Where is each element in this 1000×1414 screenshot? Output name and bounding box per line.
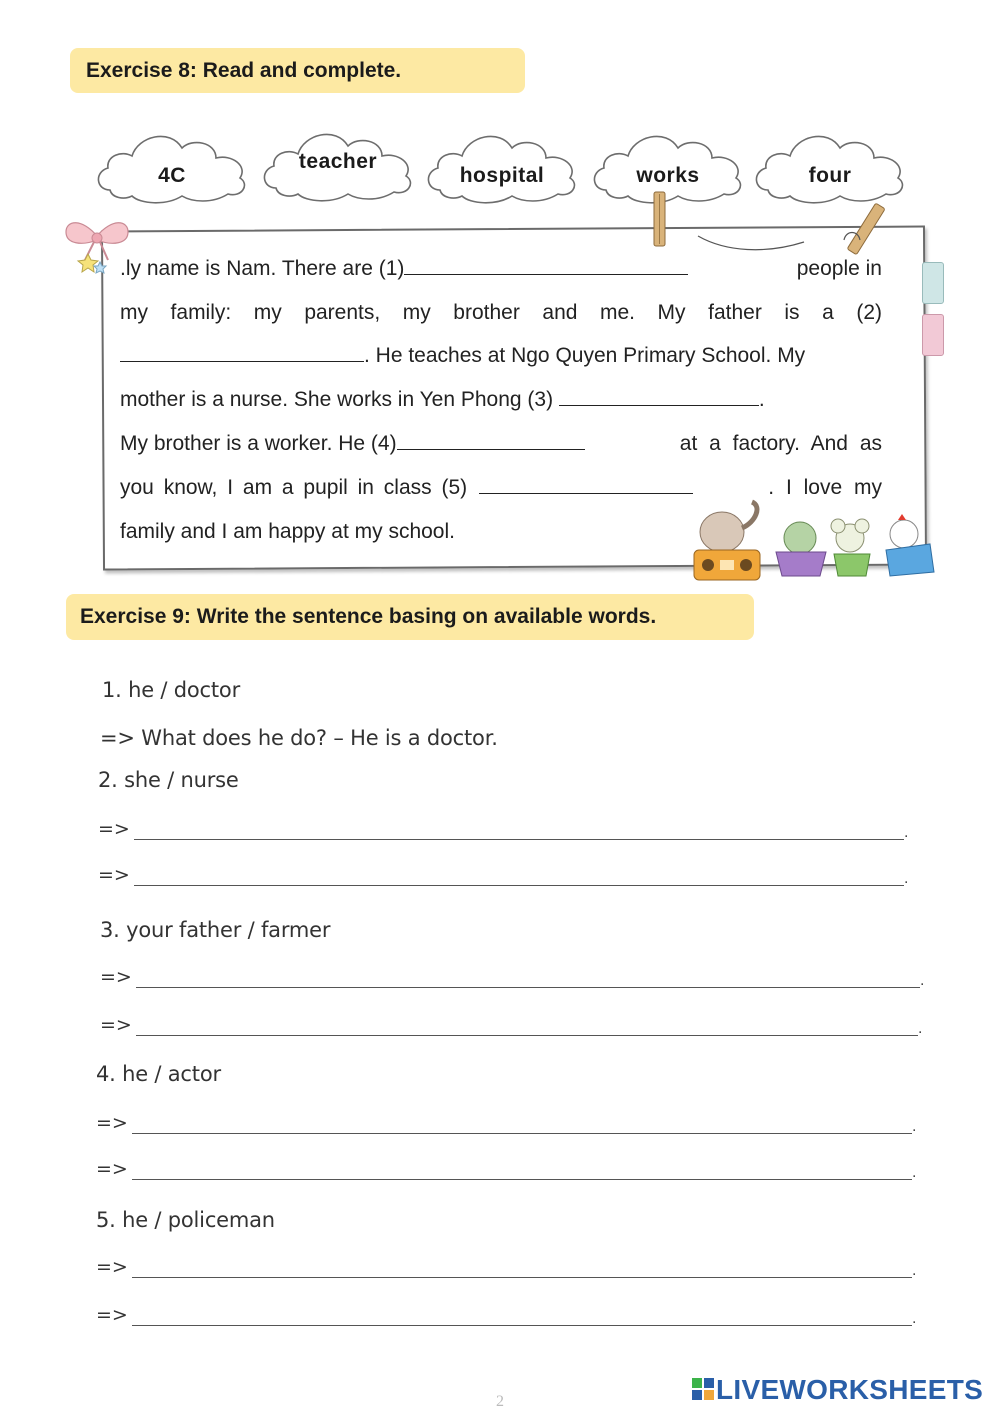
arrow-label: => [100,1014,132,1036]
answer-rule [136,987,920,988]
line-end: . [912,1164,917,1181]
answer-line-2b[interactable] [98,864,910,888]
arrow-label: => [96,1304,128,1326]
passage-line-4 [120,385,882,415]
passage-text: mother is a nurse. She works in Yen Phong (3) [120,388,554,411]
passage-text: . [758,388,765,411]
tape-icon [922,262,944,304]
item-2-prompt: 2. she / nurse [98,768,239,792]
answer-rule [134,839,904,840]
arrow-label: => [96,1158,128,1180]
arrow-label: => [96,1256,128,1278]
line-end: . [904,824,909,841]
passage-text: my family: my parents, my brother and me. My father is a (2) [120,301,882,324]
blank-4[interactable] [397,429,585,450]
word-4c: 4C [158,164,186,187]
passage-text: people in [796,257,882,280]
passage-line-6 [120,473,882,503]
answer-rule [132,1325,912,1326]
arrow-label: => [98,818,130,840]
blank-3[interactable] [559,385,759,406]
answer-line-4a[interactable] [96,1112,920,1136]
blank-2[interactable] [120,341,364,362]
passage-text: family and I am happy at my school. [120,520,455,543]
exercise8-title: Exercise 8: Read and complete. [70,48,525,93]
brand-name: LIVEWORKSHEETS [716,1374,984,1405]
line-end: . [912,1118,917,1135]
passage-text: . I love my [768,476,882,499]
answer-line-3b[interactable] [100,1014,926,1038]
word-cloud-3 [422,118,582,210]
answer-line-2a[interactable] [98,818,910,842]
page-number: 2 [496,1393,504,1410]
exercise9-title: Exercise 9: Write the sentence basing on available words. [66,594,754,640]
passage-line-2 [120,298,882,328]
passage-line-5 [120,429,882,459]
answer-rule [132,1133,912,1134]
passage-line-7 [120,517,882,547]
passage-text: you know, I am a pupil in class (5) [120,476,468,499]
word-teacher: teacher [298,150,378,173]
line-end: . [912,1262,917,1279]
tape-icon [922,314,944,356]
item-3-prompt: 3. your father / farmer [100,918,331,942]
word-four: four [808,164,852,187]
clothespin-icon [648,190,672,250]
answer-line-3a[interactable] [100,966,926,990]
answer-rule [136,1035,918,1036]
line-end: . [920,972,925,989]
word-cloud-5 [750,118,910,210]
item-4-prompt: 4. he / actor [96,1062,221,1086]
example-answer: => What does he do? – He is a doctor. [100,726,498,750]
line-end: . [918,1020,923,1037]
passage-line-3 [120,341,882,371]
blank-5[interactable] [479,473,693,494]
blank-1[interactable] [404,254,688,275]
passage-text: . He teaches at Ngo Quyen Primary School. My [364,344,806,367]
passage-text: My brother is a worker. He (4) [120,432,397,455]
passage-text: at a factory. And as [679,432,882,455]
liveworksheets-logo-icon [692,1378,714,1402]
answer-line-5a[interactable] [96,1256,920,1280]
passage-line-1 [120,254,882,284]
item-5-prompt: 5. he / policeman [96,1208,275,1232]
line-end: . [912,1310,917,1327]
arrow-label: => [98,864,130,886]
arrow-label: => [100,966,132,988]
clothespin-icon [836,200,896,260]
line-end: . [904,870,909,887]
word-works: works [636,164,700,187]
passage-text: .ly name is Nam. There are (1) [120,257,405,280]
answer-line-4b[interactable] [96,1158,920,1182]
answer-line-5b[interactable] [96,1304,920,1328]
word-cloud-1 [92,118,252,210]
answer-rule [132,1277,912,1278]
word-cloud-2 [258,116,418,208]
answer-rule [134,885,904,886]
word-hospital: hospital [459,164,545,187]
example-prompt: 1. he / doctor [102,678,241,702]
arrow-label: => [96,1112,128,1134]
answer-rule [132,1179,912,1180]
